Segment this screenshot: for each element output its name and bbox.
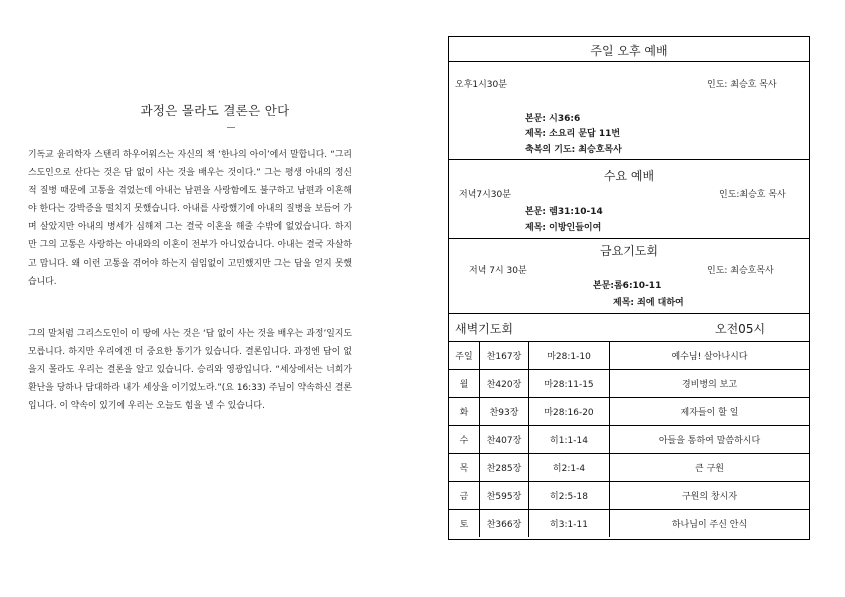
table-row	[449, 482, 809, 510]
table-row	[449, 510, 809, 538]
sunday-pm-title: 주일 오후 예배	[590, 44, 668, 58]
dawn-title: 새벽기도회	[455, 322, 513, 336]
scripture-cell: 히2:1-4	[529, 454, 610, 482]
scripture-cell: 마28:1-10	[529, 342, 610, 370]
sunday-pm-scripture: 본문: 시36:6	[525, 114, 581, 124]
divider	[449, 61, 809, 62]
table-row	[449, 342, 809, 370]
hymn-cell: 찬285장	[480, 454, 529, 482]
scripture-cell: 마28:16-20	[529, 398, 610, 426]
topic-cell: 예수님! 살아나시다	[610, 342, 810, 370]
friday-sermon: 제목: 죄에 대하여	[613, 298, 684, 308]
wednesday-leader: 인도:최승호 목사	[719, 190, 786, 200]
title-divider	[227, 127, 235, 128]
day-cell: 주일	[449, 342, 480, 370]
essay-title: 과정은 몰라도 결론은 안다	[140, 103, 290, 118]
day-cell: 화	[449, 398, 480, 426]
sunday-pm-time: 오후1시30분	[455, 80, 507, 90]
table-row	[449, 370, 809, 398]
table-row	[449, 426, 809, 454]
wednesday-scripture: 본문: 렘31:10-14	[525, 207, 603, 217]
essay-paragraph-2: 그의 말처럼 그리스도인이 이 땅에 사는 것은 ‘답 없이 사는 것을 배우는 과정’일지도 모릅니다. 하지만 우리에겐 더 중요한 통기가 있습니다. 결론입니다. 과정엔 답이 없을지 몰라도 우리는 결론을 알고 있습니다. 승리와 영광입니다. “세상에서는 너희가 환난을 당하나 담대하라 내가 세상을 이기었노라.”(요 16:33) 주님이 약속하신 결론입니다. 이 약속이 있기에 우리는 오늘도 힘을 낼 수 있습니다.	[28, 329, 352, 412]
friday-title: 금요기도회	[600, 244, 658, 258]
divider	[449, 159, 809, 160]
hymn-cell: 찬420장	[480, 370, 529, 398]
hymn-cell: 찬407장	[480, 426, 529, 454]
dawn-schedule-table	[449, 342, 809, 537]
scripture-cell: 히1:1-14	[529, 426, 610, 454]
topic-cell: 하나님이 주신 안식	[610, 510, 810, 538]
topic-cell: 경비병의 보고	[610, 370, 810, 398]
friday-leader: 인도: 최승호목사	[707, 266, 774, 276]
divider	[449, 313, 809, 314]
wednesday-sermon: 제목: 이방인들이여	[525, 223, 602, 233]
scripture-cell: 히3:1-11	[529, 510, 610, 538]
hymn-cell: 찬167장	[480, 342, 529, 370]
friday-scripture: 본문:롬6:10-11	[593, 281, 662, 291]
sunday-pm-sermon: 제목: 소요리 문답 11번	[525, 129, 621, 139]
hymn-cell: 찬93장	[480, 398, 529, 426]
day-cell: 수	[449, 426, 480, 454]
hymn-cell: 찬366장	[480, 510, 529, 538]
essay-paragraph-1: 기독교 윤리학자 스탠리 하우어워스는 자신의 책 ‘한나의 아이’에서 말합니다. “그리스도인으로 산다는 것은 답 없이 사는 것을 배우는 것이다.” 그는 평생 아내의 정신적 질병 때문에 고통을 겪었는데 아내는 남편을 사랑함에도 불구하고 남편과 이혼해야 한다는 강박증을 떨치지 못했습니다. 아내를 사랑했기에 아내의 질병을 보듬어 가며 살았지만 아내의 병세가 심해져 그는 결국 이혼을 해줄 수밖에 없었습니다. 하지만 그의 고통은 사랑하는 아내와의 이혼이 전부가 아니었습니다. 아내는 결국 자살하고 맙니다. 왜 이런 고통을 겪어야 하는지 쉼임없이 고민했지만 그는 답을 얻지 못했습니다.	[28, 150, 352, 287]
dawn-time: 오전05시	[715, 322, 766, 336]
wednesday-time: 저녁7시30분	[459, 190, 511, 200]
day-cell: 금	[449, 482, 480, 510]
hymn-cell: 찬595장	[480, 482, 529, 510]
day-cell: 월	[449, 370, 480, 398]
wednesday-title: 수요 예배	[603, 169, 655, 183]
topic-cell: 큰 구원	[610, 454, 810, 482]
table-row	[449, 398, 809, 426]
topic-cell: 제자들이 할 일	[610, 398, 810, 426]
sunday-pm-leader: 인도: 최승호 목사	[707, 80, 777, 90]
day-cell: 토	[449, 510, 480, 538]
table-row	[449, 454, 809, 482]
scripture-cell: 마28:11-15	[529, 370, 610, 398]
friday-time: 저녁 7시 30분	[469, 266, 527, 276]
topic-cell: 구원의 창시자	[610, 482, 810, 510]
day-cell: 목	[449, 454, 480, 482]
scripture-cell: 히2:5-18	[529, 482, 610, 510]
worship-schedule-box	[448, 36, 810, 540]
topic-cell: 아들을 통하여 말씀하시다	[610, 426, 810, 454]
sunday-pm-blessing: 축복의 기도: 최승호목사	[525, 145, 622, 155]
divider	[449, 238, 809, 239]
